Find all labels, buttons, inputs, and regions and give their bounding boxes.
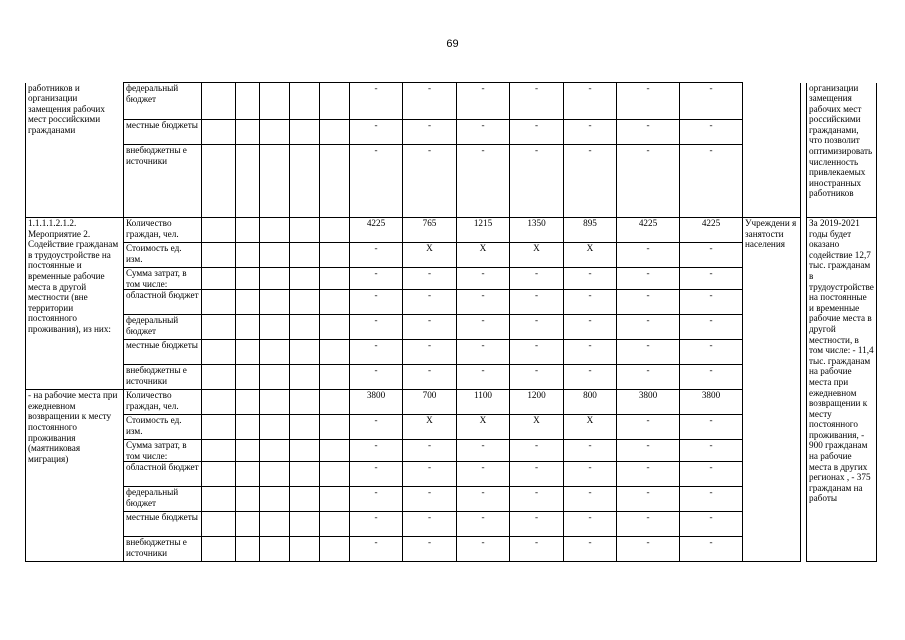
value-cell: - [510,440,564,462]
value-cell: - [680,290,743,315]
value-cell: - [457,145,510,218]
blank-col-c [260,315,290,340]
table-row [26,218,877,243]
blank-col-d [290,218,320,243]
value-cell: - [564,487,617,512]
value-cell: - [403,440,457,462]
value-cell: - [403,145,457,218]
page-number: 69 [446,38,459,50]
value-cell: - [617,120,680,145]
blank-col-b [236,390,260,415]
row-label: местные бюджеты [124,340,202,365]
expected-result: За 2019-2021 годы будет оказано содействие 12,7 тыс. гражданам в трудоустройстве на постоянные и временные рабочие места в другой местности, в том числе: - 11,4 тыс. гражданам на рабочие места при ежедневном возвращении к месту постоянного проживания, - 900 гражданам на рабочие места в других регионах , - 375 гражданам на работы [807,218,877,562]
blank-col-b [236,243,260,268]
value-cell: 1350 [510,218,564,243]
activity-name: 1.1.1.1.2.1.2. Мероприятие 2. Содействие гражданам в трудоустройстве на постоянные и временные рабочие места в другой местности (вне территории постоянного проживания), из них: [26,218,124,390]
value-cell: - [350,365,403,390]
value-cell: - [403,120,457,145]
blank-col-c [260,83,290,120]
blank-col-e [320,268,350,290]
blank-col-e [320,415,350,440]
table-body [26,83,877,562]
row-label: Сумма затрат, в том числе: [124,440,202,462]
blank-col-e [320,537,350,562]
value-cell: - [680,462,743,487]
value-cell: - [564,290,617,315]
blank-col-a [202,83,236,120]
value-cell: - [457,512,510,537]
value-cell: 800 [564,390,617,415]
row-label: внебюджетны е источники [124,365,202,390]
blank-col-a [202,290,236,315]
blank-col-d [290,537,320,562]
blank-col-e [320,83,350,120]
blank-col-e [320,487,350,512]
value-cell: - [510,340,564,365]
blank-col-e [320,145,350,218]
value-cell: - [350,243,403,268]
value-cell: Х [564,415,617,440]
blank-col-a [202,340,236,365]
blank-col-b [236,512,260,537]
value-cell: - [617,440,680,462]
value-cell: - [510,512,564,537]
blank-col-b [236,487,260,512]
row-label: местные бюджеты [124,120,202,145]
value-cell: - [350,83,403,120]
blank-col-e [320,243,350,268]
row-label: областной бюджет [124,290,202,315]
value-cell: - [564,145,617,218]
row-label: федеральный бюджет [124,83,202,120]
value-cell: - [457,268,510,290]
value-cell: - [617,340,680,365]
value-cell: - [403,340,457,365]
row-label: местные бюджеты [124,512,202,537]
value-cell: - [350,512,403,537]
blank-col-a [202,365,236,390]
blank-col-a [202,487,236,512]
value-cell: - [350,415,403,440]
value-cell: - [403,268,457,290]
value-cell: - [457,440,510,462]
value-cell: - [510,120,564,145]
value-cell: Х [510,243,564,268]
blank-col-d [290,145,320,218]
value-cell: 765 [403,218,457,243]
row-label: внебюджетны е источники [124,537,202,562]
table-row [26,83,877,120]
activity-name: работников и организации замещения рабочих мест российскими гражданами [26,83,124,218]
blank-col-b [236,440,260,462]
row-label: Количество граждан, чел. [124,218,202,243]
blank-col-c [260,390,290,415]
value-cell: - [457,120,510,145]
row-label: федеральный бюджет [124,487,202,512]
value-cell: - [403,290,457,315]
blank-col-a [202,218,236,243]
blank-col-b [236,218,260,243]
value-cell: - [350,462,403,487]
row-label: Стоимость ед. изм. [124,243,202,268]
blank-col-b [236,315,260,340]
activity-name: - на рабочие места при ежедневном возвращении к месту постоянного проживания (маятниковая миграция) [26,390,124,562]
value-cell: - [617,290,680,315]
value-cell: - [564,120,617,145]
program-table [25,82,877,562]
value-cell: - [350,537,403,562]
value-cell: - [510,268,564,290]
blank-col-d [290,440,320,462]
blank-col-b [236,268,260,290]
value-cell: - [510,83,564,120]
value-cell: - [457,462,510,487]
value-cell: - [617,512,680,537]
blank-col-b [236,83,260,120]
blank-col-a [202,537,236,562]
blank-col-d [290,243,320,268]
value-cell: - [350,340,403,365]
value-cell: - [403,83,457,120]
blank-col-c [260,440,290,462]
blank-col-b [236,365,260,390]
blank-col-c [260,243,290,268]
blank-col-e [320,218,350,243]
blank-col-c [260,145,290,218]
blank-col-d [290,487,320,512]
blank-col-e [320,340,350,365]
blank-col-c [260,218,290,243]
value-cell: - [680,537,743,562]
blank-col-c [260,512,290,537]
value-cell: Х [564,243,617,268]
value-cell: - [457,315,510,340]
value-cell: - [350,440,403,462]
blank-col-d [290,512,320,537]
blank-col-e [320,365,350,390]
blank-col-d [290,415,320,440]
value-cell: Х [457,415,510,440]
value-cell: - [564,365,617,390]
value-cell: - [403,512,457,537]
value-cell: - [403,365,457,390]
row-label: Сумма затрат, в том числе: [124,268,202,290]
value-cell: - [350,487,403,512]
value-cell: - [564,340,617,365]
blank-col-a [202,243,236,268]
blank-col-b [236,340,260,365]
value-cell: - [680,340,743,365]
blank-col-a [202,268,236,290]
value-cell: - [564,537,617,562]
value-cell: - [617,537,680,562]
row-label: Количество граждан, чел. [124,390,202,415]
value-cell: 4225 [680,218,743,243]
value-cell: - [564,440,617,462]
blank-col-d [290,390,320,415]
value-cell: - [617,268,680,290]
value-cell: 3800 [617,390,680,415]
value-cell: - [617,487,680,512]
value-cell: - [457,290,510,315]
value-cell: 4225 [617,218,680,243]
value-cell: - [510,487,564,512]
value-cell: - [403,537,457,562]
value-cell: Х [403,415,457,440]
value-cell: - [564,315,617,340]
blank-col-a [202,315,236,340]
value-cell: - [350,145,403,218]
blank-col-d [290,340,320,365]
value-cell: - [680,512,743,537]
value-cell: - [510,315,564,340]
value-cell: 1100 [457,390,510,415]
blank-col-b [236,290,260,315]
value-cell: - [510,462,564,487]
blank-col-e [320,512,350,537]
value-cell: - [617,462,680,487]
value-cell: - [564,268,617,290]
blank-col-c [260,537,290,562]
value-cell: - [680,145,743,218]
value-cell: - [350,268,403,290]
value-cell: - [680,440,743,462]
row-label: федеральный бюджет [124,315,202,340]
blank-col-c [260,120,290,145]
value-cell: - [564,83,617,120]
blank-col-d [290,290,320,315]
blank-col-a [202,415,236,440]
value-cell: - [510,290,564,315]
executor-cell: Учреждени я занятости населения [743,218,801,562]
value-cell: - [510,537,564,562]
blank-col-a [202,120,236,145]
executor-cell [743,83,801,218]
blank-col-d [290,83,320,120]
blank-col-d [290,462,320,487]
blank-col-d [290,315,320,340]
value-cell: - [510,145,564,218]
value-cell: - [403,315,457,340]
value-cell: - [457,83,510,120]
blank-col-c [260,290,290,315]
value-cell: - [457,487,510,512]
blank-col-b [236,537,260,562]
blank-col-a [202,462,236,487]
row-label: Стоимость ед. изм. [124,415,202,440]
value-cell: - [680,268,743,290]
value-cell: - [680,315,743,340]
blank-col-b [236,120,260,145]
expected-result: организации замещения рабочих мест российскими гражданами, что позволит оптимизировать численность привлекаемых иностранных работников [807,83,877,218]
blank-col-c [260,462,290,487]
blank-col-a [202,145,236,218]
blank-col-b [236,145,260,218]
blank-col-d [290,120,320,145]
value-cell: 700 [403,390,457,415]
value-cell: - [564,512,617,537]
blank-col-d [290,268,320,290]
value-cell: 4225 [350,218,403,243]
value-cell: 1200 [510,390,564,415]
blank-col-c [260,340,290,365]
value-cell: - [457,365,510,390]
value-cell: - [617,315,680,340]
blank-col-c [260,365,290,390]
value-cell: - [350,315,403,340]
blank-col-e [320,462,350,487]
value-cell: - [564,462,617,487]
value-cell: - [617,83,680,120]
value-cell: - [680,487,743,512]
value-cell: 3800 [680,390,743,415]
blank-col-c [260,415,290,440]
value-cell: - [617,415,680,440]
value-cell: - [680,415,743,440]
value-cell: - [680,83,743,120]
value-cell: - [617,145,680,218]
blank-col-e [320,390,350,415]
row-label: внебюджетны е источники [124,145,202,218]
blank-col-b [236,462,260,487]
value-cell: - [680,120,743,145]
blank-col-e [320,315,350,340]
blank-col-c [260,487,290,512]
value-cell: 1215 [457,218,510,243]
blank-col-d [290,365,320,390]
blank-col-e [320,120,350,145]
blank-col-b [236,415,260,440]
blank-col-e [320,290,350,315]
value-cell: Х [510,415,564,440]
value-cell: - [403,487,457,512]
value-cell: - [510,365,564,390]
value-cell: 895 [564,218,617,243]
value-cell: 3800 [350,390,403,415]
value-cell: - [680,365,743,390]
blank-col-a [202,512,236,537]
value-cell: - [350,120,403,145]
value-cell: - [680,243,743,268]
value-cell: - [457,537,510,562]
blank-col-a [202,440,236,462]
value-cell: - [457,340,510,365]
value-cell: - [617,365,680,390]
blank-col-c [260,268,290,290]
value-cell: Х [457,243,510,268]
value-cell: - [617,243,680,268]
value-cell: Х [403,243,457,268]
value-cell: - [350,290,403,315]
value-cell: - [403,462,457,487]
row-label: областной бюджет [124,462,202,487]
blank-col-a [202,390,236,415]
blank-col-e [320,440,350,462]
